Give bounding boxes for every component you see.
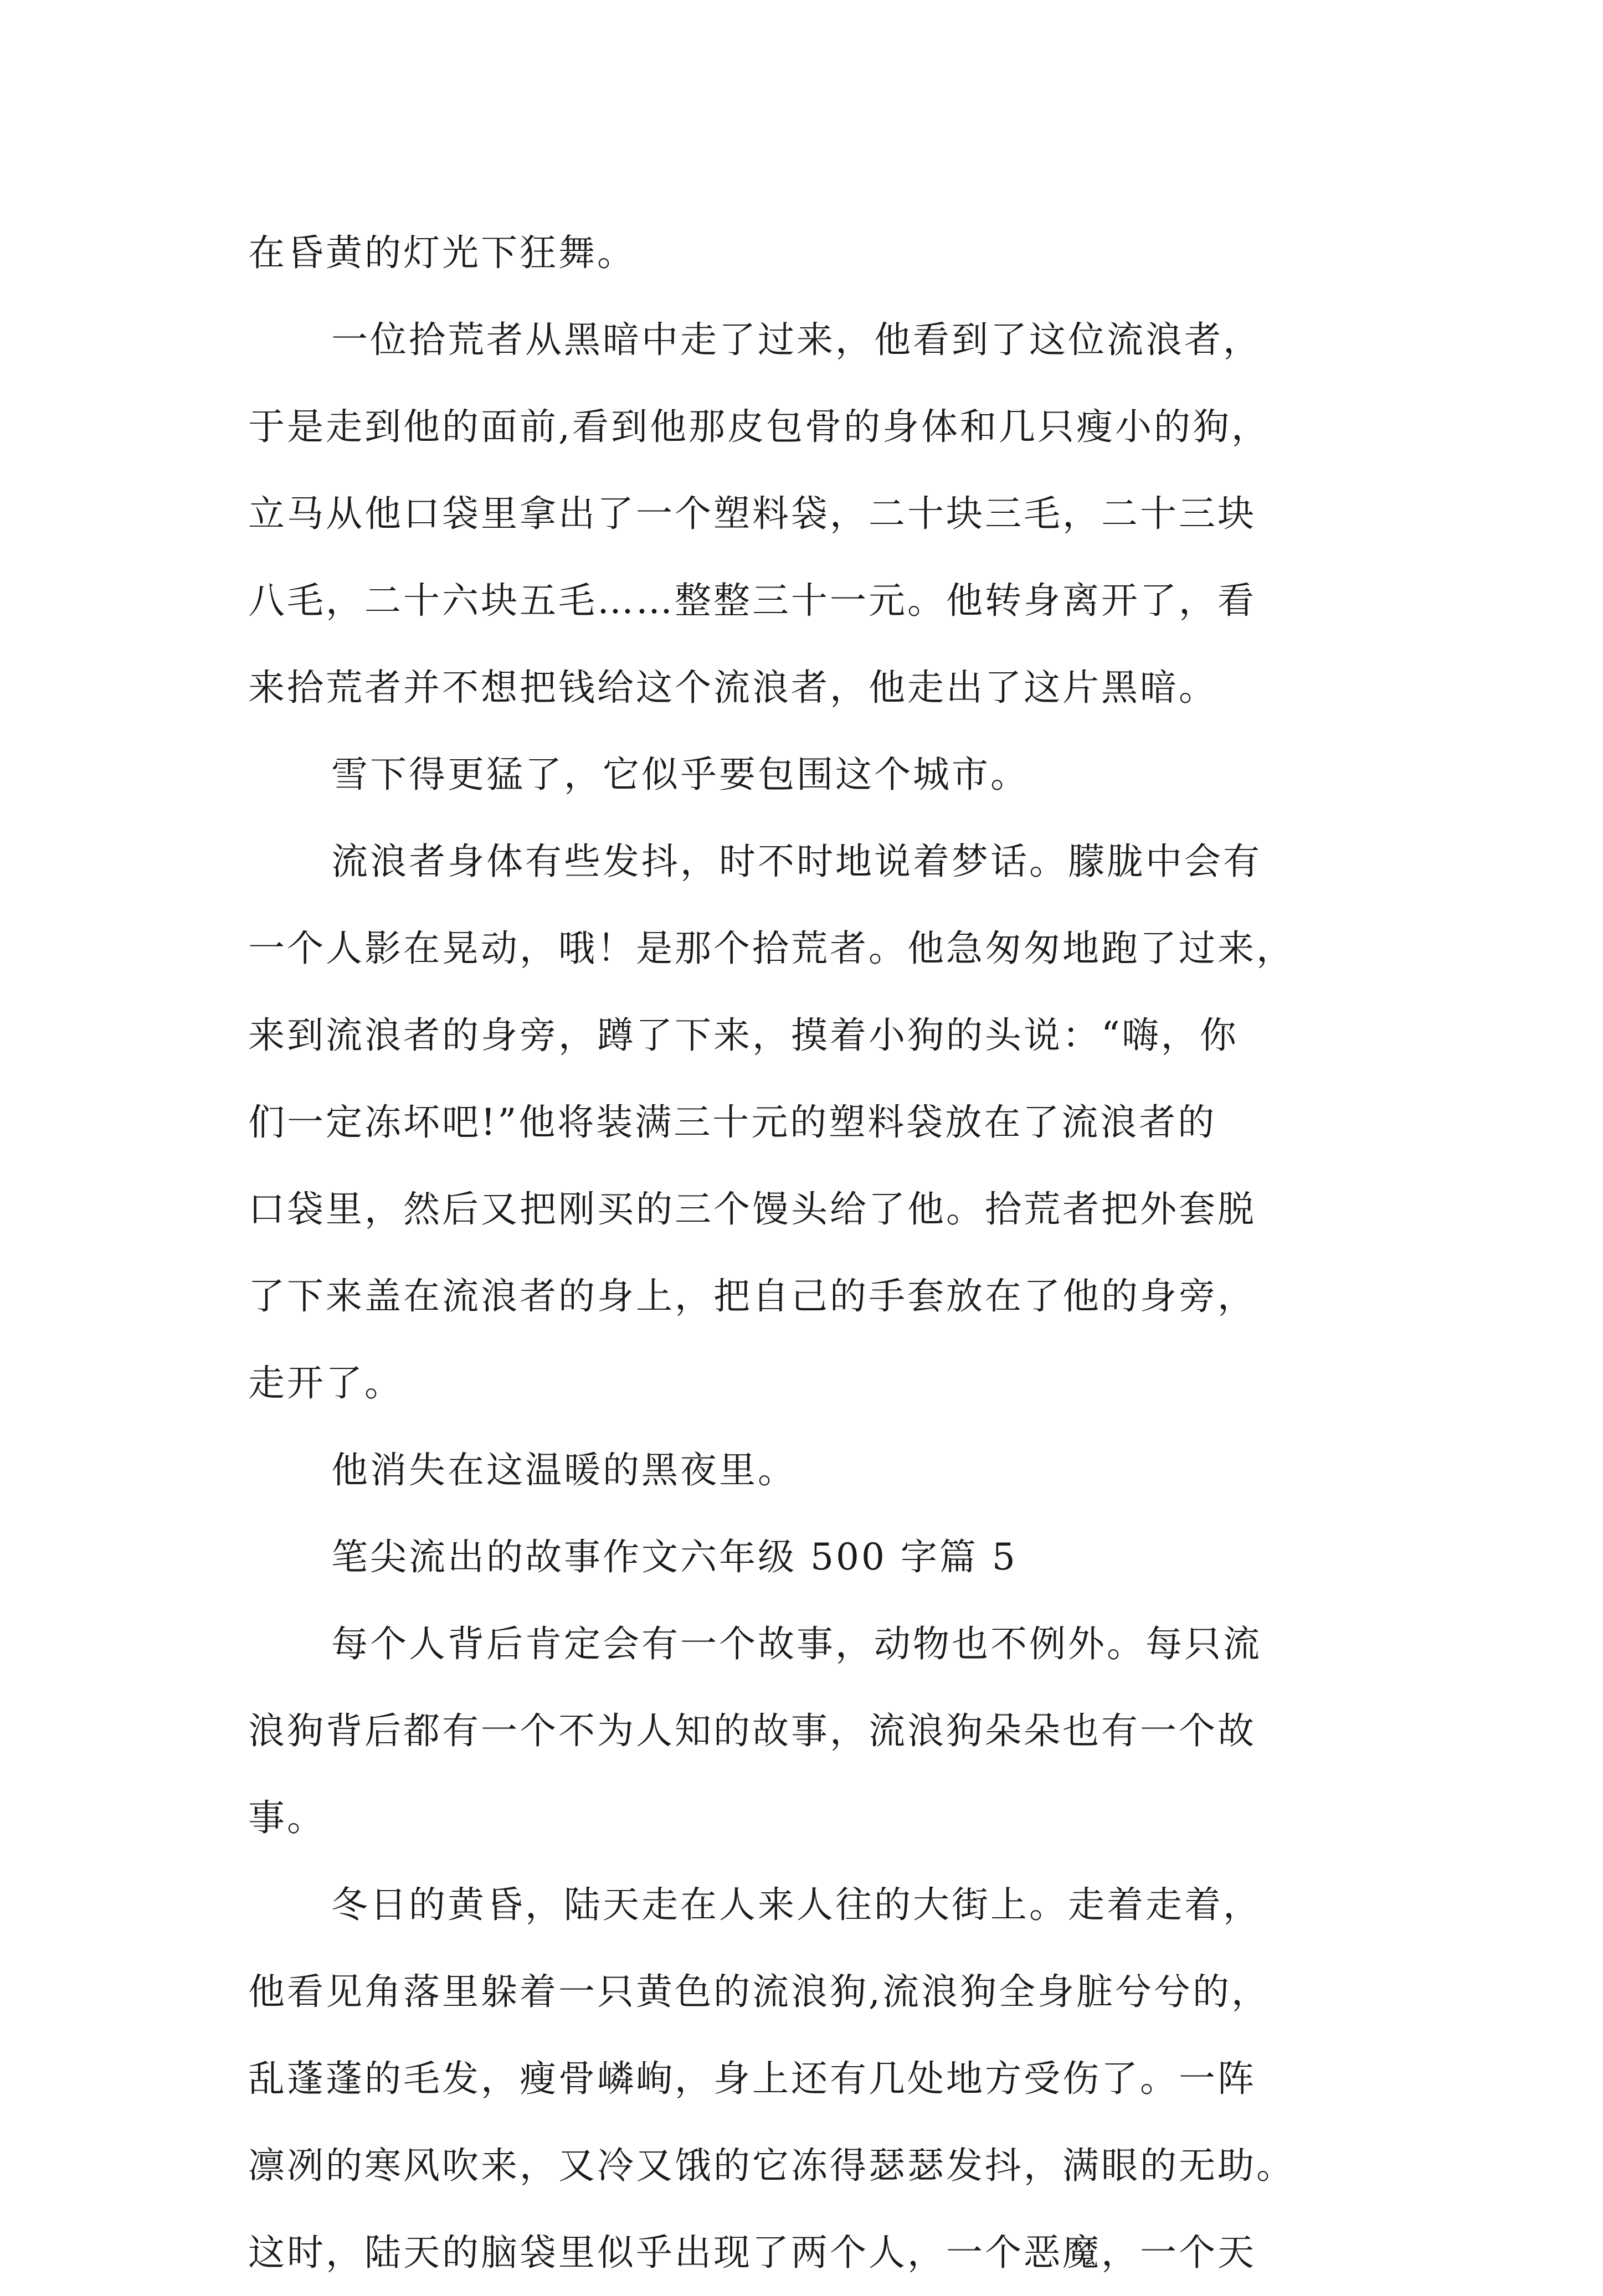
text-line: 每个人背后肯定会有一个故事，动物也不例外。每只流 — [331, 1623, 1262, 1665]
text-line: 流浪者身体有些发抖，时不时地说着梦话。朦胧中会有 — [331, 840, 1262, 883]
text-line: 立马从他口袋里拿出了一个塑料袋，二十块三毛，二十三块 — [248, 492, 1256, 535]
text-line: 乱蓬蓬的毛发，瘦骨嶙峋，身上还有几处地方受伤了。一阵 — [248, 2057, 1256, 2100]
text-line: 们一定冻坏吧!”他将装满三十元的塑料袋放在了流浪者的 — [248, 1101, 1217, 1144]
text-line: 了下来盖在流浪者的身上，把自己的手套放在了他的身旁， — [248, 1275, 1256, 1317]
text-line: 来拾荒者并不想把钱给这个流浪者，他走出了这片黑暗。 — [248, 666, 1217, 709]
text-line: 在昏黄的灯光下狂舞。 — [248, 231, 636, 274]
text-line: 笔尖流出的故事作文六年级 500 字篇 5 — [331, 1536, 1018, 1578]
text-line: 一位拾荒者从黑暗中走了过来，他看到了这位流浪者， — [331, 318, 1262, 361]
text-line: 来到流浪者的身旁，蹲了下来，摸着小狗的头说：“嗨，你 — [248, 1014, 1239, 1057]
text-line: 八毛，二十六块五毛……整整三十一元。他转身离开了，看 — [248, 579, 1256, 622]
text-line: 他看见角落里躲着一只黄色的流浪狗,流浪狗全身脏兮兮的， — [248, 1970, 1270, 2013]
text-line: 事。 — [248, 1796, 326, 1839]
text-line: 雪下得更猛了，它似乎要包围这个城市。 — [331, 753, 1029, 796]
text-line: 冬日的黄昏，陆天走在人来人往的大街上。走着走着， — [331, 1883, 1262, 1926]
text-line: 走开了。 — [248, 1362, 403, 1404]
text-line: 一个人影在晃动，哦！是那个拾荒者。他急匆匆地跑了过来， — [248, 927, 1295, 970]
text-line: 凛冽的寒风吹来，又冷又饿的它冻得瑟瑟发抖，满眼的无助。 — [248, 2144, 1295, 2187]
text-line: 浪狗背后都有一个不为人知的故事，流浪狗朵朵也有一个故 — [248, 1710, 1256, 1752]
text-line: 于是走到他的面前,看到他那皮包骨的身体和几只瘦小的狗， — [248, 405, 1270, 448]
document-body-text — [248, 209, 1373, 2296]
text-line: 口袋里，然后又把刚买的三个馒头给了他。拾荒者把外套脱 — [248, 1188, 1256, 1231]
text-line: 这时，陆天的脑袋里似乎出现了两个人，一个恶魔，一个天 — [248, 2231, 1256, 2274]
text-line: 他消失在这温暖的黑夜里。 — [331, 1449, 797, 1491]
